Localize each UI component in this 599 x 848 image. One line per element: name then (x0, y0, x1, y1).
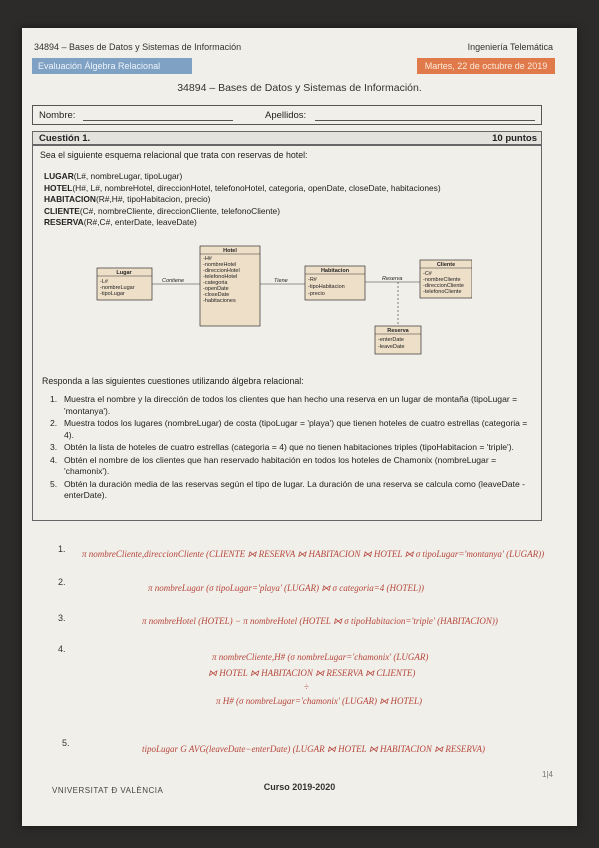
svg-text:-H#: -H# (203, 256, 212, 262)
list-item: 3. Obtén la lista de hoteles de cuatro estrellas (categoria = 4) que no tienen habitaciones triples (tipoHabitacion = 'triple'). (50, 442, 514, 452)
list-item: 4. Obtén el nombre de los clientes que han reservado habitación en todos los hoteles de Chamonix (nombreLugar = 'chamonix'). (50, 454, 497, 476)
header-course: 34894 – Bases de Datos y Sistemas de Información (34, 42, 242, 52)
svg-text:Hotel: Hotel (223, 248, 237, 254)
answer-3: π nombreHotel (HOTEL) − π nombreHotel (HOTEL ⋈ σ tipoHabitacion='triple' (HABITACION)) (142, 616, 498, 626)
instructions: Responda a las siguientes cuestiones utilizando álgebra relacional: (42, 376, 304, 386)
entity-cliente (420, 260, 472, 298)
list-item: 2. Muestra todos los lugares (nombreLugar) de costa (tipoLugar = 'playa') que tienen hoteles de cuatro estrellas (categoria = 4). (50, 418, 528, 440)
date-banner: Martes, 22 de octubre de 2019 (417, 58, 555, 74)
surname-line (315, 120, 535, 121)
svg-text:-telefonoCliente: -telefonoCliente (423, 289, 462, 295)
schema-list (44, 171, 441, 229)
name-box (32, 105, 542, 125)
answer-2: π nombreLugar (σ tipoLugar='playa' (LUGAR) ⋈ σ categoria=4 (HOTEL)) (148, 583, 425, 593)
schema-hotel: HOTEL(H#, L#, nombreHotel, direccionHotel, telefonoHotel, categoria, openDate, closeDate, habitaciones) (44, 182, 441, 193)
exam-sheet (22, 28, 577, 826)
entity-hotel (200, 246, 260, 326)
svg-text:-tipoLugar: -tipoLugar (100, 291, 125, 297)
svg-text:-precio: -precio (308, 291, 325, 297)
answer-4-line3: π H# (σ nombreLugar='chamonix' (LUGAR) ⋈ HOTEL) (216, 696, 423, 706)
schema-cliente: CLIENTE(C#, nombreCliente, direccionCliente, telefonoCliente) (44, 205, 280, 216)
svg-text:-tipoHabitacion: -tipoHabitacion (308, 284, 345, 290)
exam-title: 34894 – Bases de Datos y Sistemas de Información. (177, 82, 422, 94)
svg-text:-direccionHotel: -direccionHotel (203, 268, 240, 274)
rel-reserva: Reserva (382, 276, 403, 282)
question-list (50, 394, 538, 503)
svg-text:-habitaciones: -habitaciones (203, 298, 236, 304)
svg-text:Habitacion: Habitacion (320, 268, 350, 274)
svg-text:-nombreLugar: -nombreLugar (100, 285, 135, 291)
entity-habitacion (305, 266, 365, 300)
answer-4-line1: π nombreCliente,H# (σ nombreLugar='chamonix' (LUGAR) (212, 652, 429, 662)
evaluation-banner: Evaluación Álgebra Relacional (32, 58, 192, 74)
svg-text:-enterDate: -enterDate (378, 337, 404, 343)
svg-text:-categoria: -categoria (203, 280, 228, 286)
question-title: Cuestión 1. (39, 133, 91, 144)
name-label: Nombre: (39, 110, 76, 121)
svg-text:-nombreCliente: -nombreCliente (423, 277, 461, 283)
schema-reserva: RESERVA(R#,C#, enterDate, leaveDate) (44, 217, 197, 227)
svg-text:-C#: -C# (423, 271, 432, 277)
name-line (83, 120, 233, 121)
header-degree: Ingeniería Telemática (467, 42, 553, 52)
answer-5: tipoLugar G AVG(leaveDate−enterDate) (LUGAR ⋈ HOTEL ⋈ HABITACION ⋈ RESERVA) (142, 744, 485, 754)
answer-number: 5. (62, 738, 70, 748)
svg-text:-nombreHotel: -nombreHotel (203, 262, 237, 268)
answer-number: 3. (58, 613, 66, 623)
svg-text:-telefonoHotel: -telefonoHotel (203, 274, 238, 280)
list-item: 5. Obtén la duración media de las reservas según el tipo de lugar. La duración de una reserva se calcula como (leaveDate - enterDate). (50, 478, 525, 500)
question-header (32, 131, 542, 145)
intro-text: Sea el siguiente esquema relacional que trata con reservas de hotel: (40, 150, 308, 160)
rel-contiene: Contiene (162, 278, 185, 284)
surname-label: Apellidos: (265, 110, 307, 121)
answer-1: π nombreCliente,direccionCliente (CLIENTE ⋈ RESERVA ⋈ HABITACION ⋈ HOTEL ⋈ σ tipoLugar='montanya' (LUGAR)) (82, 549, 545, 559)
schema-lugar: LUGAR(L#, nombreLugar, tipoLugar) (44, 171, 183, 181)
svg-text:Reserva: Reserva (387, 328, 409, 334)
svg-text:-openDate: -openDate (203, 286, 229, 292)
question-points: 10 puntos (492, 133, 537, 144)
svg-text:Cliente: Cliente (436, 262, 456, 268)
university-logo: VNIVERSITAT Ð VALÈNCIA (52, 786, 164, 795)
entity-lugar (97, 268, 152, 300)
page-number: 1|4 (542, 770, 553, 779)
answer-number: 2. (58, 577, 66, 587)
course-year: Curso 2019-2020 (263, 782, 336, 792)
er-diagram (92, 238, 472, 368)
svg-text:-R#: -R# (308, 277, 317, 283)
answer-4-line2: ⋈ HOTEL ⋈ HABITACION ⋈ RESERVA ⋈ CLIENTE) (208, 668, 416, 678)
answer-number: 4. (58, 644, 66, 654)
answer-number: 1. (58, 544, 66, 554)
schema-habitacion: HABITACION(R#,H#, tipoHabitacion, precio) (44, 194, 211, 204)
rel-tiene: Tiene (274, 278, 288, 284)
answer-4-operator: ÷ (304, 682, 309, 692)
svg-text:-closeDate: -closeDate (203, 292, 230, 298)
svg-text:-direccionCliente: -direccionCliente (423, 283, 464, 289)
svg-text:-leaveDate: -leaveDate (378, 344, 405, 350)
svg-text:-L#: -L# (100, 279, 108, 285)
list-item: 1. Muestra el nombre y la dirección de todos los clientes que han hecho una reserva en un lugar de montaña (tipoLugar = 'montanya'). (50, 394, 518, 416)
entity-reserva (375, 326, 421, 354)
svg-text:Lugar: Lugar (116, 270, 132, 276)
